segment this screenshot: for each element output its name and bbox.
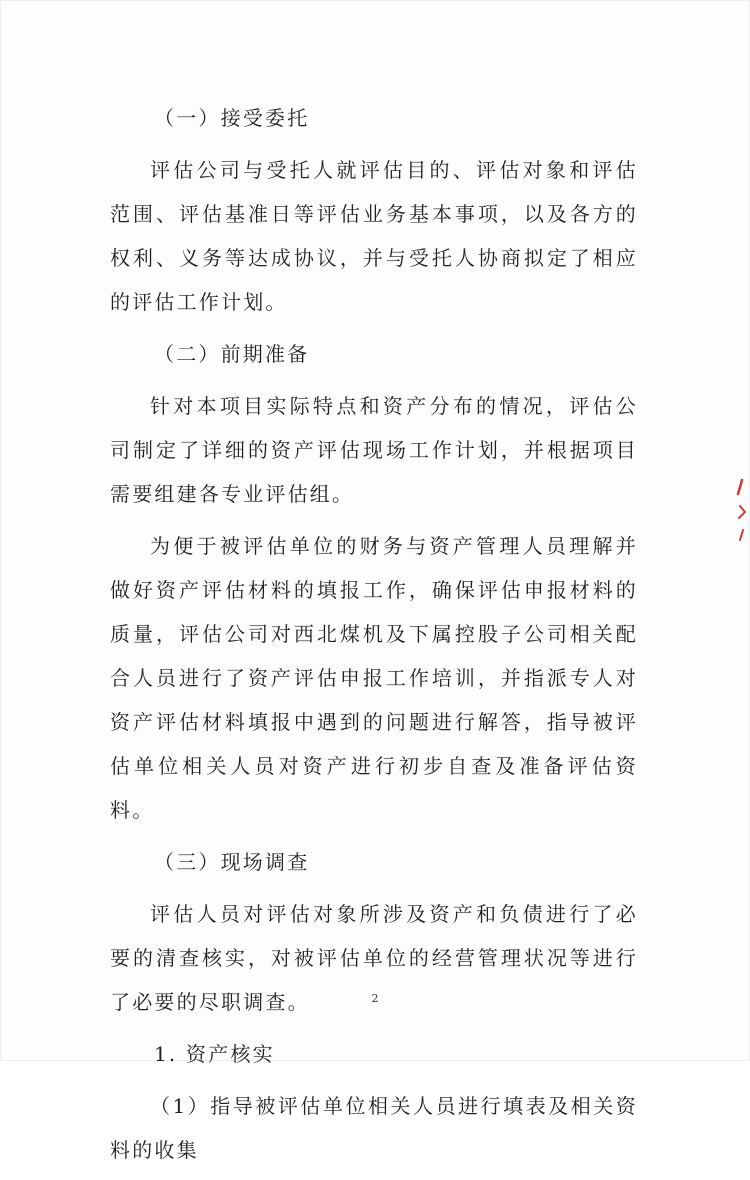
paragraph-training: 为便于被评估单位的财务与资产管理人员理解并做好资产评估材料的填报工作，确保评估申报材料的质量，评估公司对西北煤机及下属控股子公司相关配合人员进行了资产评估申报工作培训，并指派专人对资产评估材料填报中遇到的问题进行解答，指导被评估单位相关人员对资产进行初步自查及准备评估资料。 <box>110 534 638 822</box>
red-seal-edge-icon <box>728 476 750 546</box>
paragraph-work-plan: 针对本项目实际特点和资产分布的情况，评估公司制定了详细的资产评估现场工作计划，并根据项目需要组建各专业评估组。 <box>110 394 638 506</box>
section-heading-preparation: （二）前期准备 <box>154 342 310 366</box>
paragraph-survey: 评估人员对评估对象所涉及资产和负债进行了必要的清查核实，对被评估单位的经营管理状况等进行了必要的尽职调查。 <box>110 902 638 1014</box>
paragraph-commission: 评估公司与受托人就评估目的、评估对象和评估范围、评估基准日等评估业务基本事项，以及各方的权利、义务等达成协议，并与受托人协商拟定了相应的评估工作计划。 <box>110 158 638 314</box>
section-heading-site-survey: （三）现场调查 <box>154 850 310 874</box>
section-heading-accept-commission: （一）接受委托 <box>154 106 310 130</box>
subsection-heading-asset-verification: 1. 资产核实 <box>154 1042 275 1066</box>
paragraph-form-filling: （1）指导被评估单位相关人员进行填表及相关资料的收集 <box>110 1094 638 1162</box>
page-number: 2 <box>371 992 379 1005</box>
document-body <box>110 96 638 1180</box>
